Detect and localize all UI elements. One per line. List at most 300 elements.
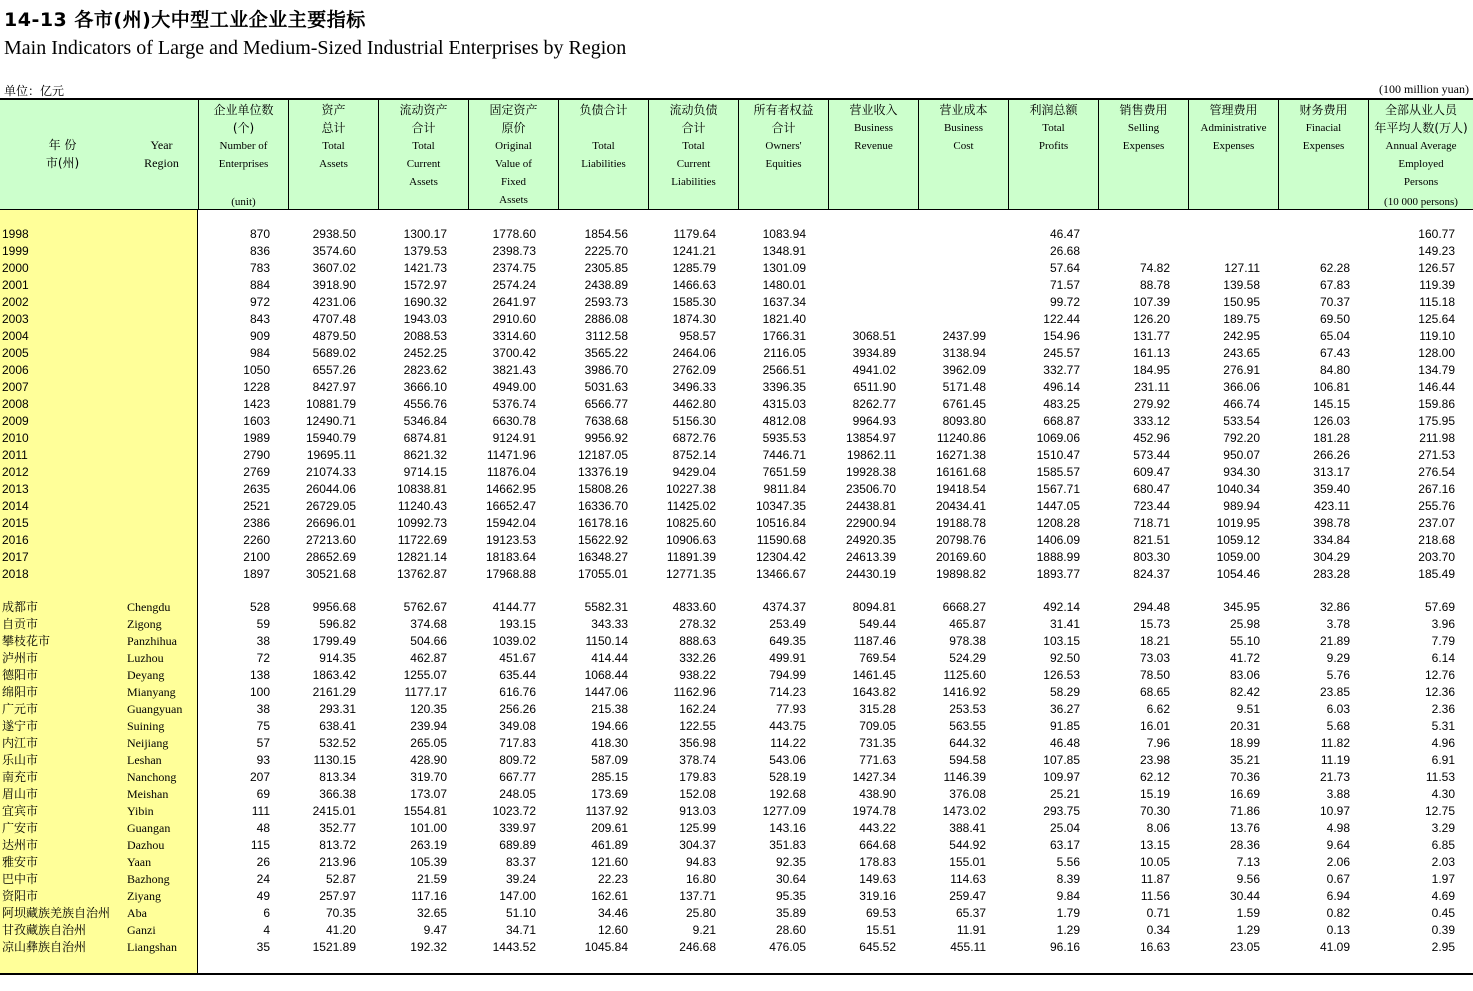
column-header-cn-line: 年平均人数(万人) xyxy=(1374,121,1468,135)
table-cell: 3666.10 xyxy=(403,380,447,394)
table-cell: 5582.31 xyxy=(584,600,628,614)
table-cell: 6.85 xyxy=(1431,838,1455,852)
column-header-cn-line: 所有者权益 xyxy=(753,103,814,117)
table-cell: 2260 xyxy=(243,533,270,547)
table-cell: 714.23 xyxy=(769,685,806,699)
table-cell: 193.15 xyxy=(499,617,536,631)
table-cell: 492.14 xyxy=(1043,600,1080,614)
row-region-en: Aba xyxy=(127,906,147,920)
column-header-10 xyxy=(1008,100,1098,209)
table-cell: 549.44 xyxy=(859,617,896,631)
table-cell: 58.29 xyxy=(1049,685,1080,699)
table-cell: 1241.21 xyxy=(672,244,716,258)
table-cell: 149.63 xyxy=(859,872,896,886)
table-cell: 11.56 xyxy=(1140,889,1170,903)
table-cell: 46.47 xyxy=(1049,227,1080,241)
table-cell: 1150.14 xyxy=(585,634,628,648)
column-header-cn-line: 营业成本 xyxy=(939,103,988,117)
table-row xyxy=(0,294,1473,311)
table-cell: 18183.64 xyxy=(485,550,536,564)
table-cell: 5376.74 xyxy=(492,397,536,411)
table-cell: 26696.01 xyxy=(305,516,356,530)
table-cell: 443.22 xyxy=(859,821,896,835)
table-cell: 83.06 xyxy=(1229,668,1260,682)
table-cell: 332.26 xyxy=(679,651,716,665)
table-cell: 352.77 xyxy=(319,821,356,835)
table-cell: 414.44 xyxy=(591,651,628,665)
table-cell: 36.27 xyxy=(1049,702,1080,716)
table-cell: 821.51 xyxy=(1133,533,1170,547)
column-header-en-line: Cost xyxy=(953,140,974,152)
table-cell: 13854.97 xyxy=(845,431,896,445)
table-row xyxy=(0,667,1473,684)
table-body xyxy=(0,226,1473,956)
table-cell: 587.09 xyxy=(591,753,628,767)
table-cell: 2790 xyxy=(243,448,270,462)
table-cell: 207 xyxy=(249,770,270,784)
table-cell: 194.66 xyxy=(591,719,628,733)
row-region-cn: 绵阳市 xyxy=(2,685,39,699)
row-region-en: Suining xyxy=(127,719,165,733)
row-year-label: 2003 xyxy=(2,312,29,326)
table-cell: 5935.53 xyxy=(762,431,806,445)
table-cell: 455.11 xyxy=(950,940,986,954)
table-cell: 2574.24 xyxy=(492,278,536,292)
table-cell: 242.95 xyxy=(1223,329,1260,343)
table-cell: 34.46 xyxy=(597,906,628,920)
table-cell: 253.53 xyxy=(949,702,986,716)
table-cell: 1.59 xyxy=(1236,906,1260,920)
table-cell: 19898.82 xyxy=(935,567,986,581)
column-header-en-line: Enterprises xyxy=(218,158,269,170)
table-cell: 3962.09 xyxy=(942,363,986,377)
column-header-en-line: Employed xyxy=(1398,158,1444,170)
table-cell: 1427.34 xyxy=(852,770,896,784)
table-cell: 1069.06 xyxy=(1036,431,1080,445)
table-cell: 57.69 xyxy=(1424,600,1455,614)
table-cell: 2521 xyxy=(243,499,270,513)
table-row xyxy=(0,718,1473,735)
table-cell: 189.75 xyxy=(1223,312,1260,326)
table-cell: 32.86 xyxy=(1319,600,1350,614)
table-cell: 1447.06 xyxy=(584,685,628,699)
column-header-cn-line: 全部从业人员 xyxy=(1384,103,1457,117)
table-cell: 11.91 xyxy=(956,923,986,937)
table-cell: 1585.30 xyxy=(672,295,716,309)
table-cell: 23.98 xyxy=(1139,753,1170,767)
table-cell: 82.42 xyxy=(1229,685,1260,699)
table-cell: 6557.26 xyxy=(312,363,356,377)
table-cell: 1416.92 xyxy=(942,685,986,699)
table-cell: 106.81 xyxy=(1313,380,1350,394)
table-cell: 2438.89 xyxy=(584,278,628,292)
table-cell: 771.63 xyxy=(859,753,896,767)
row-header-en-year: Year xyxy=(150,138,173,152)
table-cell: 709.05 xyxy=(859,719,896,733)
row-region-en: Ziyang xyxy=(127,889,161,903)
table-cell: 11425.02 xyxy=(666,499,716,513)
table-cell: 12490.71 xyxy=(305,414,356,428)
table-cell: 1301.09 xyxy=(762,261,806,275)
table-cell: 77.93 xyxy=(775,702,806,716)
table-cell: 1277.09 xyxy=(762,804,806,818)
table-cell: 23.85 xyxy=(1319,685,1350,699)
table-cell: 465.87 xyxy=(949,617,986,631)
table-cell: 126.53 xyxy=(1043,668,1080,682)
table-cell: 9956.92 xyxy=(584,431,628,445)
table-cell: 616.76 xyxy=(499,685,536,699)
table-cell: 2225.70 xyxy=(584,244,628,258)
table-cell: 349.08 xyxy=(499,719,536,733)
table-cell: 68.65 xyxy=(1139,685,1170,699)
column-header-en-line: Expenses xyxy=(1302,140,1345,152)
table-cell: 185.49 xyxy=(1418,567,1455,581)
table-cell: 466.74 xyxy=(1223,397,1260,411)
row-region-en: Panzhihua xyxy=(127,634,177,648)
table-cell: 20.31 xyxy=(1229,719,1260,733)
table-cell: 5156.30 xyxy=(672,414,716,428)
table-cell: 1821.40 xyxy=(762,312,806,326)
table-cell: 6.03 xyxy=(1326,702,1350,716)
table-cell: 245.57 xyxy=(1043,346,1080,360)
table-cell: 28.60 xyxy=(775,923,806,937)
table-cell: 15.19 xyxy=(1139,787,1170,801)
table-cell: 1059.12 xyxy=(1216,533,1260,547)
table-cell: 1.29 xyxy=(1236,923,1260,937)
row-region-en: Leshan xyxy=(127,753,162,767)
table-cell: 23.05 xyxy=(1229,940,1260,954)
row-region-cn: 自贡市 xyxy=(2,617,39,631)
row-region-cn: 雅安市 xyxy=(2,855,39,869)
table-cell: 26044.06 xyxy=(305,482,356,496)
table-cell: 48 xyxy=(256,821,270,835)
table-cell: 28652.69 xyxy=(305,550,356,564)
table-row xyxy=(0,888,1473,905)
table-cell: 9956.68 xyxy=(312,600,356,614)
table-cell: 15942.04 xyxy=(485,516,536,530)
table-cell: 334.84 xyxy=(1313,533,1350,547)
table-cell: 70.37 xyxy=(1319,295,1350,309)
table-cell: 69.53 xyxy=(865,906,896,920)
table-cell: 67.83 xyxy=(1319,278,1350,292)
table-cell: 19418.54 xyxy=(935,482,986,496)
table-cell: 17968.88 xyxy=(485,567,536,581)
table-cell: 263.19 xyxy=(410,838,447,852)
table-cell: 259.47 xyxy=(949,889,986,903)
table-cell: 366.06 xyxy=(1223,380,1260,394)
table-row xyxy=(0,464,1473,481)
table-row xyxy=(0,396,1473,413)
table-cell: 8.39 xyxy=(1056,872,1080,886)
row-region-cn: 达州市 xyxy=(2,838,39,852)
column-header-en-line: Equities xyxy=(765,158,802,170)
table-cell: 57.64 xyxy=(1049,261,1080,275)
table-cell: 644.32 xyxy=(949,736,986,750)
table-cell: 9.56 xyxy=(1236,872,1260,886)
table-cell: 3700.42 xyxy=(492,346,536,360)
column-header-cn-line: 营业收入 xyxy=(849,103,898,117)
table-cell: 304.29 xyxy=(1313,550,1350,564)
row-year-label: 2015 xyxy=(2,516,29,530)
table-cell: 913.03 xyxy=(679,804,716,818)
table-cell: 483.25 xyxy=(1043,397,1080,411)
table-cell: 2100 xyxy=(243,550,270,564)
table-cell: 667.77 xyxy=(499,770,536,784)
table-cell: 2437.99 xyxy=(942,329,986,343)
table-cell: 359.40 xyxy=(1313,482,1350,496)
table-cell: 9.47 xyxy=(423,923,447,937)
table-cell: 70.35 xyxy=(325,906,356,920)
row-header-cn-year: 年 份 xyxy=(48,138,77,152)
table-cell: 96.16 xyxy=(1049,940,1080,954)
table-cell: 388.41 xyxy=(949,821,986,835)
table-cell: 7.96 xyxy=(1146,736,1170,750)
row-year-label: 2014 xyxy=(2,499,29,513)
table-cell: 9.64 xyxy=(1326,838,1350,852)
column-header-en-line: Business xyxy=(853,122,894,134)
row-region-en: Yaan xyxy=(127,855,152,869)
table-cell: 39.24 xyxy=(505,872,536,886)
table-cell: 689.89 xyxy=(499,838,536,852)
table-cell: 3396.35 xyxy=(762,380,806,394)
table-row xyxy=(0,803,1473,820)
table-cell: 2.95 xyxy=(1431,940,1455,954)
table-cell: 12771.35 xyxy=(665,567,716,581)
table-cell: 75 xyxy=(256,719,270,733)
table-cell: 532.52 xyxy=(319,736,356,750)
table-cell: 1.97 xyxy=(1431,872,1455,886)
table-cell: 2635 xyxy=(243,482,270,496)
table-cell: 160.77 xyxy=(1418,227,1455,241)
column-header-6 xyxy=(648,100,738,209)
table-cell: 1863.42 xyxy=(312,668,356,682)
table-cell: 366.38 xyxy=(319,787,356,801)
column-header-7 xyxy=(738,100,828,209)
table-row xyxy=(0,752,1473,769)
table-cell: 46.48 xyxy=(1049,736,1080,750)
table-cell: 3.29 xyxy=(1431,821,1455,835)
table-cell: 1228 xyxy=(243,380,270,394)
table-cell: 72 xyxy=(256,651,270,665)
table-cell: 12304.42 xyxy=(755,550,806,564)
table-cell: 16178.16 xyxy=(577,516,628,530)
table-cell: 1943.03 xyxy=(403,312,447,326)
table-cell: 11.87 xyxy=(1140,872,1170,886)
table-cell: 914.35 xyxy=(319,651,356,665)
table-cell: 792.20 xyxy=(1223,431,1260,445)
table-cell: 2.03 xyxy=(1431,855,1455,869)
table-cell: 92.35 xyxy=(775,855,806,869)
table-row xyxy=(0,413,1473,430)
table-cell: 1874.30 xyxy=(672,312,716,326)
table-cell: 5689.02 xyxy=(312,346,356,360)
table-cell: 276.54 xyxy=(1418,465,1455,479)
table-cell: 179.83 xyxy=(679,770,716,784)
table-cell: 93 xyxy=(256,753,270,767)
table-cell: 146.44 xyxy=(1418,380,1455,394)
table-cell: 173.69 xyxy=(591,787,628,801)
table-cell: 21.89 xyxy=(1319,634,1350,648)
table-cell: 35 xyxy=(256,940,270,954)
table-cell: 239.94 xyxy=(410,719,447,733)
column-header-en-line: Total xyxy=(322,140,345,152)
table-cell: 73.03 xyxy=(1139,651,1170,665)
table-cell: 11240.43 xyxy=(397,499,447,513)
table-cell: 55.10 xyxy=(1229,634,1260,648)
table-cell: 10.97 xyxy=(1319,804,1350,818)
column-header-cn-line: 合计 xyxy=(771,121,796,135)
table-cell: 1146.39 xyxy=(943,770,986,784)
table-cell: 4.69 xyxy=(1431,889,1455,903)
column-header-en-line: Assets xyxy=(409,176,438,188)
column-header-cn-line: 固定资产 xyxy=(489,103,538,117)
table-cell: 1572.97 xyxy=(403,278,447,292)
table-cell: 6.94 xyxy=(1326,889,1350,903)
table-cell: 15808.26 xyxy=(577,482,628,496)
table-cell: 265.05 xyxy=(410,736,447,750)
table-cell: 26 xyxy=(256,855,270,869)
table-cell: 6874.81 xyxy=(403,431,447,445)
table-cell: 2641.97 xyxy=(492,295,536,309)
table-cell: 2452.25 xyxy=(403,346,447,360)
column-header-4 xyxy=(468,100,558,209)
table-cell: 237.07 xyxy=(1418,516,1455,530)
table-cell: 1059.00 xyxy=(1216,550,1260,564)
column-header-en-line: Profits xyxy=(1038,140,1069,152)
table-cell: 16.63 xyxy=(1139,940,1170,954)
table-cell: 462.87 xyxy=(410,651,447,665)
table-cell: 1023.72 xyxy=(492,804,536,818)
table-cell: 461.89 xyxy=(591,838,628,852)
table-cell: 19695.11 xyxy=(306,448,356,462)
table-cell: 41.20 xyxy=(325,923,356,937)
table-cell: 52.87 xyxy=(325,872,356,886)
table-cell: 1137.92 xyxy=(585,804,628,818)
table-cell: 192.68 xyxy=(769,787,806,801)
table-cell: 6511.90 xyxy=(853,380,896,394)
table-cell: 91.85 xyxy=(1049,719,1080,733)
table-cell: 9.29 xyxy=(1326,651,1350,665)
table-cell: 24920.35 xyxy=(845,533,896,547)
table-cell: 1379.53 xyxy=(403,244,447,258)
table-cell: 6630.78 xyxy=(492,414,536,428)
table-cell: 276.91 xyxy=(1223,363,1260,377)
table-cell: 794.99 xyxy=(769,668,806,682)
table-cell: 215.38 xyxy=(591,702,628,716)
table-cell: 10347.35 xyxy=(755,499,806,513)
table-row xyxy=(0,345,1473,362)
row-year-label: 2018 xyxy=(2,567,29,581)
table-cell: 524.29 xyxy=(949,651,986,665)
table-cell: 6.91 xyxy=(1431,753,1455,767)
table-cell: 313.17 xyxy=(1313,465,1350,479)
table-cell: 813.34 xyxy=(319,770,356,784)
column-header-en-line xyxy=(559,119,648,137)
row-region-cn: 眉山市 xyxy=(2,787,39,801)
table-cell: 173.07 xyxy=(410,787,447,801)
table-cell: 3565.22 xyxy=(584,346,628,360)
table-cell: 35.21 xyxy=(1229,753,1260,767)
table-cell: 4941.02 xyxy=(852,363,896,377)
table-cell: 283.28 xyxy=(1313,567,1350,581)
table-cell: 0.82 xyxy=(1326,906,1350,920)
table-cell: 1585.57 xyxy=(1036,465,1080,479)
table-cell: 1050 xyxy=(243,363,270,377)
row-year-label: 2007 xyxy=(2,380,29,394)
table-cell: 5.56 xyxy=(1056,855,1080,869)
table-cell: 63.17 xyxy=(1049,838,1080,852)
table-cell: 496.14 xyxy=(1043,380,1080,394)
table-cell: 1125.60 xyxy=(943,668,986,682)
table-cell: 5.31 xyxy=(1431,719,1455,733)
table-cell: 266.26 xyxy=(1313,448,1350,462)
table-cell: 4462.80 xyxy=(672,397,716,411)
table-cell: 19862.11 xyxy=(846,448,896,462)
row-region-en: Ganzi xyxy=(127,923,156,937)
row-region-en: Nanchong xyxy=(127,770,177,784)
table-row xyxy=(0,820,1473,837)
column-header-cn-line: 负债合计 xyxy=(579,103,628,117)
table-cell: 16348.27 xyxy=(577,550,628,564)
table-cell: 121.60 xyxy=(591,855,628,869)
table-cell: 271.53 xyxy=(1418,448,1455,462)
table-cell: 10.05 xyxy=(1139,855,1170,869)
table-cell: 1083.94 xyxy=(762,227,806,241)
table-cell: 1989 xyxy=(243,431,270,445)
column-header-11 xyxy=(1098,100,1188,209)
table-cell: 125.99 xyxy=(679,821,716,835)
table-cell: 16271.38 xyxy=(935,448,986,462)
table-cell: 24613.39 xyxy=(845,550,896,564)
table-cell: 92.50 xyxy=(1049,651,1080,665)
row-region-cn: 阿坝藏族羌族自治州 xyxy=(2,906,111,920)
table-cell: 122.55 xyxy=(679,719,716,733)
table-cell: 5346.84 xyxy=(403,414,447,428)
table-cell: 278.32 xyxy=(679,617,716,631)
table-cell: 19928.38 xyxy=(845,465,896,479)
table-cell: 4 xyxy=(263,923,270,937)
table-cell: 423.11 xyxy=(1314,499,1350,513)
table-cell: 149.23 xyxy=(1418,244,1455,258)
table-cell: 41.09 xyxy=(1319,940,1350,954)
table-row xyxy=(0,549,1473,566)
table-header xyxy=(0,100,1473,210)
table-cell: 49 xyxy=(256,889,270,903)
data-table xyxy=(0,98,1473,975)
table-cell: 213.96 xyxy=(319,855,356,869)
table-cell: 1461.45 xyxy=(852,668,896,682)
table-row xyxy=(0,566,1473,583)
table-cell: 30.44 xyxy=(1229,889,1260,903)
table-row xyxy=(0,226,1473,243)
table-cell: 1162.96 xyxy=(673,685,716,699)
table-cell: 0.13 xyxy=(1326,923,1350,937)
table-cell: 122.44 xyxy=(1043,312,1080,326)
table-cell: 211.98 xyxy=(1419,431,1455,445)
page-title-cn: 14-13 各市(州)大中型工业企业主要指标 xyxy=(4,9,366,31)
row-year-label: 2000 xyxy=(2,261,29,275)
table-cell: 293.75 xyxy=(1043,804,1080,818)
table-cell: 20434.41 xyxy=(935,499,986,513)
table-cell: 438.90 xyxy=(859,787,896,801)
table-cell: 1423 xyxy=(243,397,270,411)
table-cell: 0.34 xyxy=(1146,923,1170,937)
table-cell: 573.44 xyxy=(1133,448,1170,462)
row-year-label: 2006 xyxy=(2,363,29,377)
table-cell: 1799.49 xyxy=(312,634,356,648)
table-cell: 7.79 xyxy=(1431,634,1455,648)
table-cell: 255.76 xyxy=(1418,499,1455,513)
